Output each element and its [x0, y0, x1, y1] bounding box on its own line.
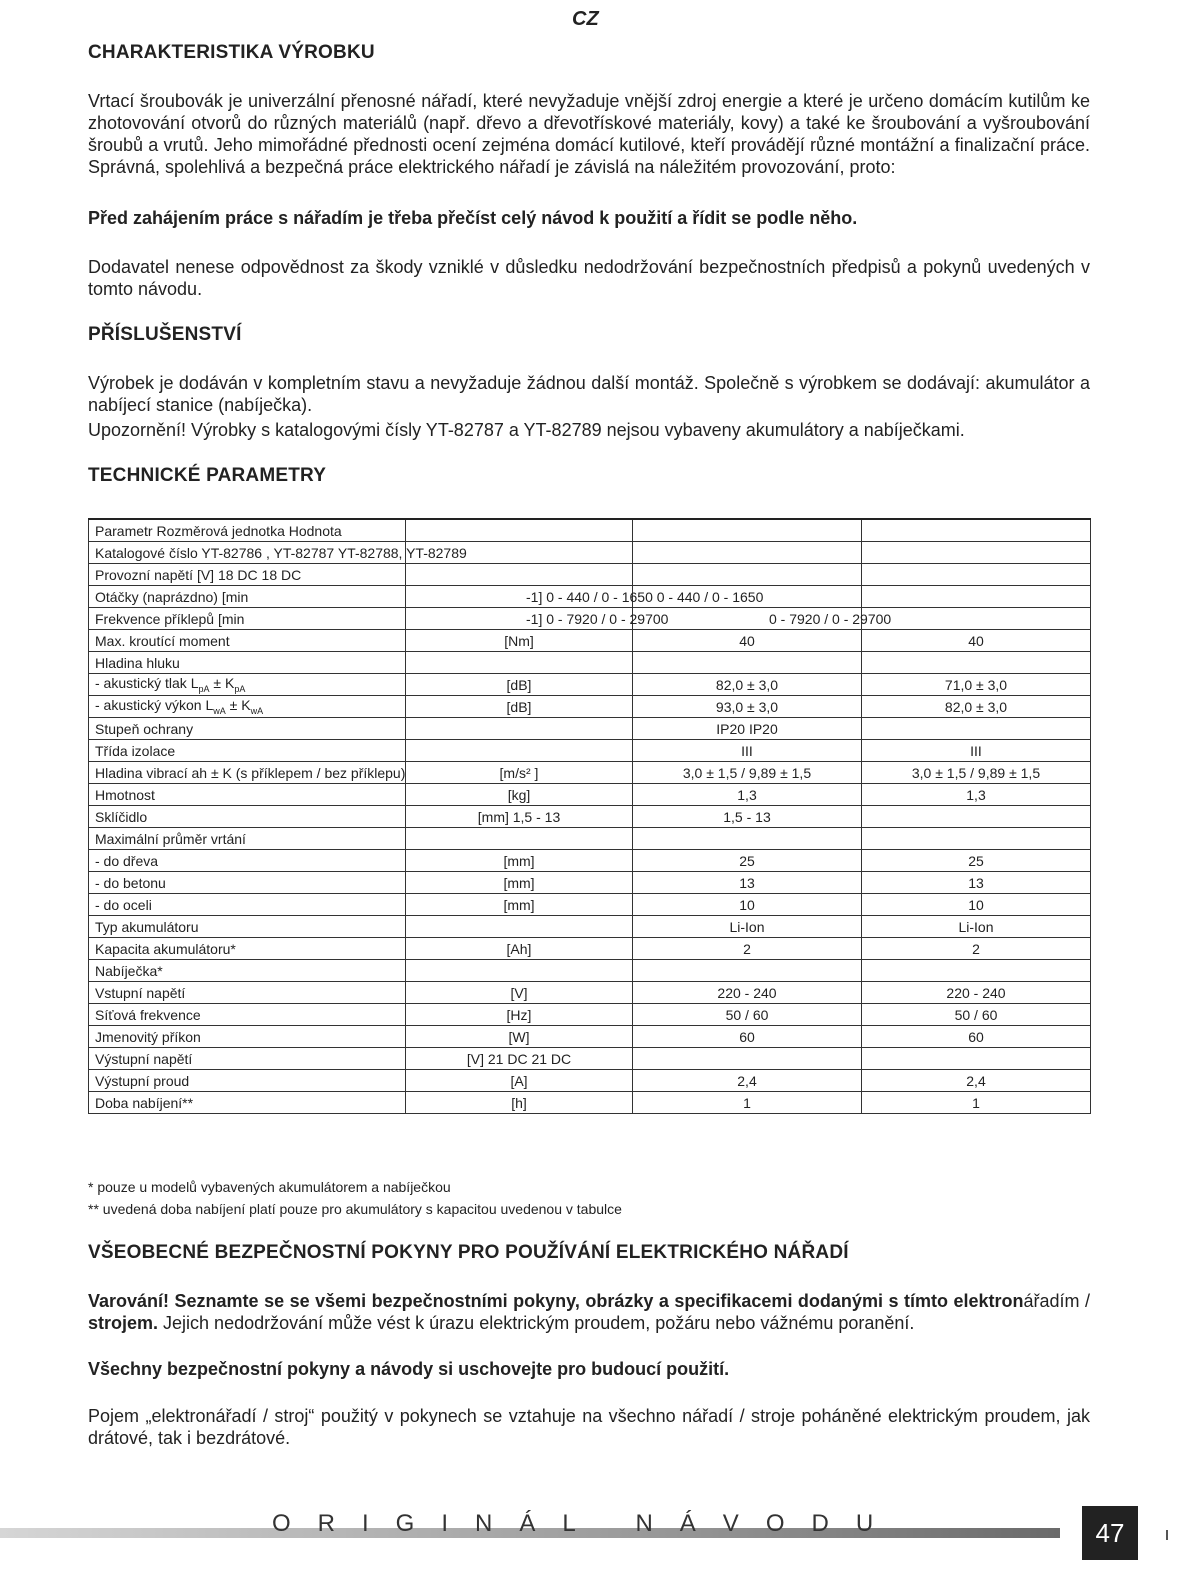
table-row [89, 960, 1091, 982]
table-cell: [mm] [406, 894, 633, 916]
table-row [89, 894, 1091, 916]
table-cell: Doba nabíjení** [89, 1092, 406, 1114]
table-cell: [V] 21 DC 21 DC [406, 1048, 633, 1070]
table-cell: III [633, 740, 862, 762]
characteristics-paragraph: Vrtací šroubovák je univerzální přenosné nářadí, které nevyžaduje vnější zdroj energie a které je určeno domácím kutilům ke zhotovování otvorů do různých materiálů (např. dřevo a dřevotřískové materiály, kovy) a také ke šroubování a vyšroubování šroubů a vrutů. Jeho mimořádné přednosti ocení zejména domácí kutilové, kteří provádějí různé montážní a finalizační práce. Správná, spolehlivá a bezpečná práce elektrického nářadí je závislá na náležitém provozování, proto: [88, 91, 1090, 177]
liability-paragraph: Dodavatel nenese odpovědnost za škody vzniklé v důsledku nedodržování bezpečnostních předpisů a pokynů uvedených v tomto návodu. [88, 257, 1090, 299]
warning-normal: ářadím / [1023, 1291, 1090, 1311]
label-part: ± K [209, 675, 235, 692]
label-part: ± K [225, 697, 251, 714]
accessories-warning: Upozornění! Výrobky s katalogovými čísly YT-82787 a YT-82789 nejsou vybaveny akumulátory a nabíječkami. [88, 420, 965, 440]
subscript: wA [250, 705, 264, 716]
heading-accessories: PŘÍSLUŠENSTVÍ [88, 324, 242, 345]
table-cell: 1,5 - 13 [633, 806, 862, 828]
table-cell: Kapacita akumulátoru* [89, 938, 406, 960]
table-cell: [Nm] [406, 630, 633, 652]
table-cell: III [862, 740, 1091, 762]
table-cell: Hmotnost [89, 784, 406, 806]
table-cell: - do oceli [89, 894, 406, 916]
table-cell: Typ akumulátoru [89, 916, 406, 938]
table-cell: 2,4 [862, 1070, 1091, 1092]
table-cell: 25 [862, 850, 1091, 872]
footer-title: ORIGINÁL NÁVODU [272, 1510, 901, 1537]
impact-rate-values: -1] 0 - 7920 / 0 - 29700 [526, 610, 669, 627]
heading-technical: TECHNICKÉ PARAMETRY [88, 465, 327, 486]
table-row [89, 872, 1091, 894]
technical-parameters-table [88, 518, 1091, 1114]
table-cell: - do dřeva [89, 850, 406, 872]
table-cell: - do betonu [89, 872, 406, 894]
accessories-paragraph: Výrobek je dodáván v kompletním stavu a nevyžaduje žádnou další montáž. Společně s výrobkem se dodávají: akumulátor a nabíjecí stanice (nabíječka). [88, 373, 1090, 415]
table-cell: 82,0 ± 3,0 [862, 696, 1091, 718]
table-cell: 220 - 240 [633, 982, 862, 1004]
table-cell: Nabíječka* [89, 960, 406, 982]
table-row [89, 630, 1091, 652]
warning-bold-2: strojem. [88, 1313, 159, 1333]
table-cell: [mm] [406, 850, 633, 872]
table-cell: Frekvence příklepů [min [89, 608, 406, 630]
table-row [89, 828, 1091, 850]
table-cell: 40 [633, 630, 862, 652]
read-manual-notice: Před zahájením práce s nářadím je třeba přečíst celý návod k použití a řídit se podle něho. [88, 208, 858, 228]
table-cell: 82,0 ± 3,0 [633, 674, 862, 696]
table-row [89, 784, 1091, 806]
table-cell: [W] [406, 1026, 633, 1048]
table-row [89, 1092, 1091, 1114]
table-cell: IP20 IP20 [633, 718, 862, 740]
subscript: pA [198, 683, 210, 694]
table-cell: 50 / 60 [633, 1004, 862, 1026]
table-cell: Li-Ion [862, 916, 1091, 938]
table-cell: Síťová frekvence [89, 1004, 406, 1026]
table-row [89, 762, 1091, 784]
table-cell: 1 [862, 1092, 1091, 1114]
table-cell: Max. kroutící moment [89, 630, 406, 652]
table-row [89, 586, 1091, 608]
table-row [89, 916, 1091, 938]
table-cell: Stupeň ochrany [89, 718, 406, 740]
table-cell: [Ah] [406, 938, 633, 960]
heading-characteristics: CHARAKTERISTIKA VÝROBKU [88, 42, 375, 63]
table-cell: [mm] 1,5 - 13 [406, 806, 633, 828]
heading-safety: VŠEOBECNÉ BEZPEČNOSTNÍ POKYNY PRO POUŽÍVÁNÍ ELEKTRICKÉHO NÁŘADÍ [88, 1242, 849, 1263]
warning-bold: Varování! Seznamte se se všemi bezpečnostními pokyny, obrázky a specifikacemi dodanými s tímto elektron [88, 1291, 1024, 1311]
subscript: pA [234, 683, 246, 694]
table-cell: [V] [406, 982, 633, 1004]
page-number: 47 [1082, 1506, 1138, 1560]
table-cell: Sklíčidlo [89, 806, 406, 828]
table-cell [89, 542, 467, 564]
table-cell: 2 [862, 938, 1091, 960]
catalog-number-text: Katalogové číslo YT-82786 , YT-82787 YT-82788, YT-82789 [95, 544, 467, 561]
table-cell: Li-Ion [633, 916, 862, 938]
footnote-2: ** uvedená doba nabíjení platí pouze pro akumulátory s kapacitou uvedenou v tabulce [88, 1201, 622, 1217]
table-cell: 3,0 ± 1,5 / 9,89 ± 1,5 [633, 762, 862, 784]
table-cell: [mm] [406, 872, 633, 894]
table-row [89, 608, 1091, 630]
keep-instructions: Všechny bezpečnostní pokyny a návody si uschovejte pro budoucí použití. [88, 1359, 730, 1379]
table-cell: [m/s² ] [406, 762, 633, 784]
term-definition: Pojem „elektronářadí / stroj“ použitý v pokynech se vztahuje na všechno nářadí / stroje poháněné elektrickým proudem, jak drátové, tak i bezdrátové. [88, 1406, 1090, 1448]
safety-warning [88, 1290, 1090, 1334]
table-cell: Parametr Rozměrová jednotka Hodnota [89, 519, 406, 542]
table-row [89, 696, 1091, 718]
table-cell: [dB] [406, 696, 633, 718]
table-cell: [Hz] [406, 1004, 633, 1026]
table-row [89, 740, 1091, 762]
table-cell: Vstupní napětí [89, 982, 406, 1004]
table-cell: 71,0 ± 3,0 [862, 674, 1091, 696]
table-row [89, 850, 1091, 872]
impact-rate-values-2: 0 - 7920 / 0 - 29700 [769, 610, 892, 627]
table-cell [406, 586, 764, 608]
table-row [89, 674, 1091, 696]
table-cell: Provozní napětí [V] 18 DC 18 DC [89, 564, 406, 586]
footnote-1: * pouze u modelů vybavených akumulátorem a nabíječkou [88, 1179, 451, 1195]
table-cell: Maximální průměr vrtání [89, 828, 406, 850]
table-cell [89, 674, 406, 696]
table-cell: 3,0 ± 1,5 / 9,89 ± 1,5 [862, 762, 1091, 784]
table-cell: Hladina vibrací ah ± K (s příklepem / bez příklepu) [89, 762, 406, 784]
table-cell: Jmenovitý příkon [89, 1026, 406, 1048]
table-cell: 1 [633, 1092, 862, 1114]
table-cell: [dB] [406, 674, 633, 696]
subscript: wA [213, 705, 226, 716]
table-cell: Hladina hluku [89, 652, 406, 674]
table-cell [406, 608, 669, 630]
table-cell: 1,3 [633, 784, 862, 806]
table-cell: Třída izolace [89, 740, 406, 762]
table-cell: 13 [633, 872, 862, 894]
language-code: CZ [572, 8, 599, 30]
table-row [89, 938, 1091, 960]
table-cell: 25 [633, 850, 862, 872]
footer-tick [1166, 1530, 1168, 1540]
table-row [89, 982, 1091, 1004]
table-cell: 10 [633, 894, 862, 916]
table-cell: 2 [633, 938, 862, 960]
table-row [89, 1026, 1091, 1048]
table-cell: 50 / 60 [862, 1004, 1091, 1026]
label-part: - akustický výkon L [95, 697, 214, 714]
table-cell: 60 [633, 1026, 862, 1048]
table-row [89, 652, 1091, 674]
warning-rest: Jejich nedodržování může vést k úrazu elektrickým proudem, požáru nebo vážnému poranění. [158, 1313, 915, 1333]
table-cell: 93,0 ± 3,0 [633, 696, 862, 718]
speed-values: -1] 0 - 440 / 0 - 1650 0 - 440 / 0 - 1650 [526, 588, 764, 605]
table-row [89, 564, 1091, 586]
table-cell: 10 [862, 894, 1091, 916]
table-row [89, 718, 1091, 740]
table-row [89, 1070, 1091, 1092]
table-row [89, 1048, 1091, 1070]
table-cell: Výstupní proud [89, 1070, 406, 1092]
label-part: - akustický tlak L [95, 675, 199, 692]
table-cell: 220 - 240 [862, 982, 1091, 1004]
table-row [89, 542, 1091, 564]
table-row [89, 519, 1091, 542]
table-cell: 13 [862, 872, 1091, 894]
table-cell: 2,4 [633, 1070, 862, 1092]
table-cell: 40 [862, 630, 1091, 652]
table-row [89, 806, 1091, 828]
table-row [89, 1004, 1091, 1026]
table-cell: Výstupní napětí [89, 1048, 406, 1070]
table-cell: [A] [406, 1070, 633, 1092]
table-cell: Otáčky (naprázdno) [min [89, 586, 406, 608]
table-cell: 60 [862, 1026, 1091, 1048]
table-cell: [kg] [406, 784, 633, 806]
table-cell: [h] [406, 1092, 633, 1114]
table-cell: 1,3 [862, 784, 1091, 806]
table-footnotes [88, 1176, 622, 1220]
table-cell [89, 696, 406, 718]
